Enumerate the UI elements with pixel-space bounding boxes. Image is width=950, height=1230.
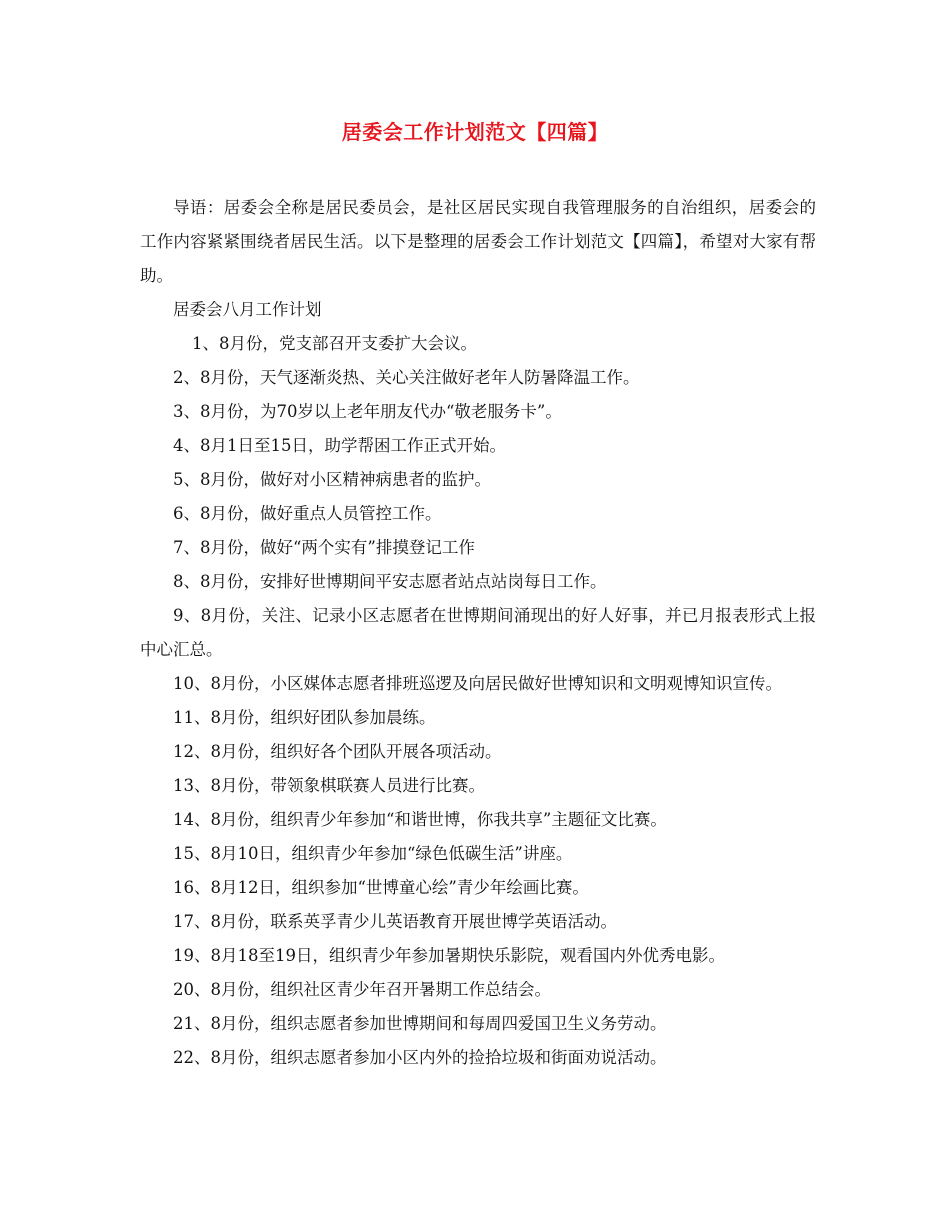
intro-paragraph: 导语：居委会全称是居民委员会，是社区居民实现自我管理服务的自治组织，居委会的工作内容紧紧围绕者居民生活。以下是整理的居委会工作计划范文【四篇】，希望对大家有帮助。 [140, 198, 816, 285]
list-item: 1、8月份，党支部召开支委扩大会议。 [192, 334, 477, 353]
list-item: 2、8月份，天气逐渐炎热、关心关注做好老年人防暑降温工作。 [173, 368, 640, 387]
list-item: 19、8月18至19日，组织青少年参加暑期快乐影院，观看国内外优秀电影。 [173, 946, 725, 965]
list-item: 13、8月份，带领象棋联赛人员进行比赛。 [173, 776, 485, 795]
list-item: 5、8月份，做好对小区精神病患者的监护。 [173, 470, 491, 489]
list-item: 14、8月份，组织青少年参加“和谐世博，你我共享”主题征文比赛。 [173, 810, 667, 829]
list-item: 3、8月份，为70岁以上老年朋友代办“敬老服务卡”。 [173, 402, 562, 421]
section-heading: 居委会八月工作计划 [173, 300, 322, 319]
list-item: 22、8月份，组织志愿者参加小区内外的捡拾垃圾和街面劝说活动。 [173, 1048, 667, 1067]
document-title: 居委会工作计划范文【四篇】 [341, 120, 609, 144]
list-item: 17、8月份，联系英孚青少儿英语教育开展世博学英语活动。 [173, 912, 617, 931]
list-item: 21、8月份，组织志愿者参加世博期间和每周四爱国卫生义务劳动。 [173, 1014, 667, 1033]
list-item: 20、8月份，组织社区青少年召开暑期工作总结会。 [173, 980, 551, 999]
list-item: 11、8月份，组织好团队参加晨练。 [173, 708, 436, 727]
list-item: 8、8月份，安排好世博期间平安志愿者站点站岗每日工作。 [173, 572, 607, 591]
list-item: 10、8月份，小区媒体志愿者排班巡逻及向居民做好世博知识和文明观博知识宣传。 [173, 674, 782, 693]
list-item: 16、8月12日，组织参加“世博童心绘”青少年绘画比赛。 [173, 878, 589, 897]
list-item: 15、8月10日，组织青少年参加“绿色低碳生活”讲座。 [173, 844, 573, 863]
list-item: 12、8月份，组织好各个团队开展各项活动。 [173, 742, 502, 761]
list-item: 7、8月份，做好“两个实有”排摸登记工作 [173, 538, 475, 557]
list-item: 6、8月份，做好重点人员管控工作。 [173, 504, 442, 523]
list-item: 9、8月份，关注、记录小区志愿者在世博期间涌现出的好人好事，并已月报表形式上报中心汇总。 [140, 606, 816, 659]
list-item: 4、8月1日至15日，助学帮困工作正式开始。 [173, 436, 506, 455]
document-body [140, 191, 816, 1075]
